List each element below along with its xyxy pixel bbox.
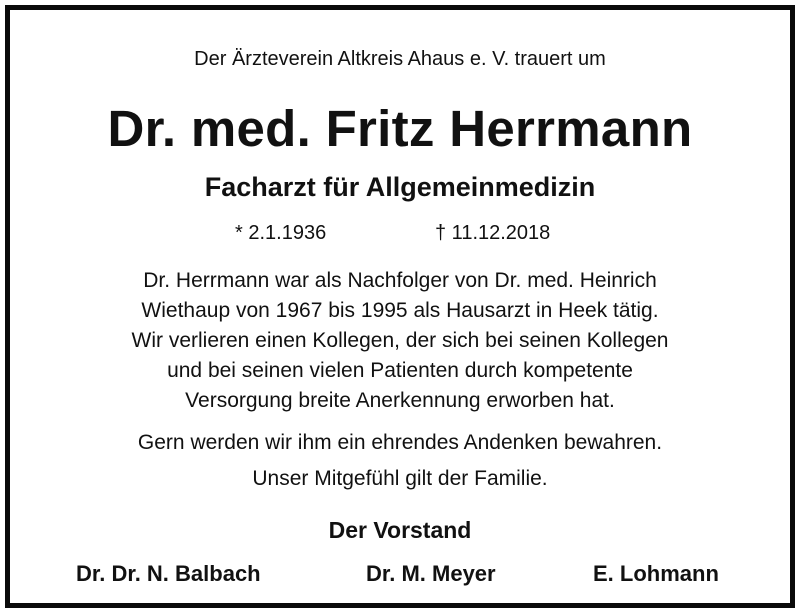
- life-dates: [10, 220, 790, 246]
- tribute-line: Wir verlieren einen Kollegen, der sich bei seinen Kollegen: [131, 329, 669, 352]
- specialty-text: Facharzt für Allgemeinmedizin: [204, 172, 596, 202]
- sympathy-text: Unser Mitgefühl gilt der Familie.: [252, 467, 548, 490]
- board-title: Der Vorstand: [328, 517, 472, 543]
- deceased-name: Dr. med. Fritz Herrmann: [107, 100, 693, 157]
- remembrance-text: Gern werden wir ihm ein ehrendes Andenken bewahren.: [137, 431, 663, 454]
- signatures-row: [10, 558, 790, 590]
- tribute-line: Wiethaup von 1967 bis 1995 als Hausarzt in Heek tätig.: [141, 299, 659, 322]
- tribute-line: und bei seinen vielen Patienten durch kompetente: [167, 359, 633, 382]
- signatory-name: E. Lohmann: [593, 561, 719, 586]
- tribute-paragraph: [10, 266, 790, 416]
- tribute-line: Dr. Herrmann war als Nachfolger von Dr. med. Heinrich: [143, 269, 657, 292]
- signatory-name: Dr. Dr. N. Balbach: [76, 561, 261, 586]
- intro-text: Der Ärzteverein Altkreis Ahaus e. V. trauert um: [194, 48, 606, 70]
- obituary-notice: [5, 5, 795, 608]
- tribute-line: Versorgung breite Anerkennung erworben hat.: [185, 389, 615, 412]
- death-date: † 11.12.2018: [435, 222, 551, 244]
- signatory-name: Dr. M. Meyer: [366, 561, 496, 586]
- birth-date: * 2.1.1936: [235, 222, 327, 244]
